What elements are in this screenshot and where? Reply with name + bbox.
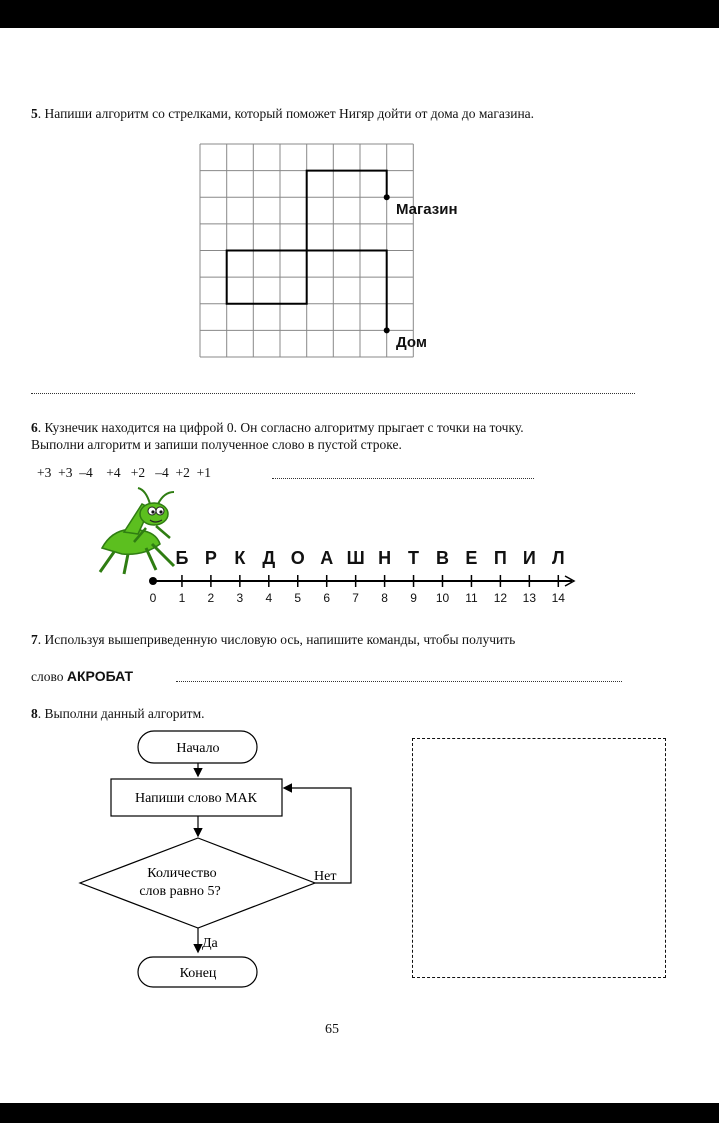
label-shop: Магазин [396, 201, 458, 218]
number-4: 4 [265, 591, 273, 605]
letter-1: Б [175, 548, 189, 568]
letters-row [0, 548, 719, 570]
letter-5: О [290, 548, 305, 568]
letter-10: В [436, 548, 449, 568]
answer-box-task8[interactable] [412, 738, 666, 978]
number-3: 3 [236, 591, 244, 605]
yes-label: Да [202, 936, 218, 951]
task7-heading: 7. Используя вышеприведенную числовую ось, напишите команды, чтобы получить [31, 632, 516, 647]
number-5: 5 [294, 591, 302, 605]
label-home: Дом [396, 334, 427, 351]
task5-heading: 5. Напиши алгоритм со стрелками, который поможет Нигяр дойти от дома до магазина. [31, 106, 535, 121]
number-0: 0 [149, 591, 157, 605]
number-9: 9 [410, 591, 417, 605]
flowchart [70, 725, 370, 995]
bottom-black-bar [0, 1103, 719, 1123]
number-11: 11 [465, 591, 478, 605]
number-2: 2 [207, 591, 215, 605]
number-6: 6 [323, 591, 331, 605]
number-8: 8 [381, 591, 388, 605]
steps-row: +3 +3 –4 +4 +2 –4 +2 +1 [37, 465, 211, 480]
letter-4: Д [262, 548, 276, 568]
letter-8: Н [378, 548, 392, 568]
numbers-row [0, 591, 719, 607]
target-word: АКРОБАТ [66, 668, 134, 684]
answer-line-task5[interactable] [31, 393, 635, 394]
decision-label-1: Количество [147, 866, 217, 881]
origin-point [149, 577, 157, 585]
task7-line2: слово АКРОБАТ [31, 668, 134, 684]
number-10: 10 [435, 591, 450, 605]
task6-heading: 6. Кузнечик находится на цифрой 0. Он согласно алгоритму прыгает с точки на точку. [31, 420, 524, 435]
no-label: Нет [314, 869, 337, 884]
letter-9: Т [408, 548, 420, 568]
letter-7: Ш [346, 548, 365, 568]
letter-14: Л [551, 548, 565, 568]
task6-heading-line2: Выполни алгоритм и запиши полученное слово в пустой строке. [31, 437, 402, 452]
answer-line-task7[interactable] [176, 681, 622, 682]
letter-12: П [493, 548, 507, 568]
shop-point [384, 194, 390, 200]
number-line [140, 570, 580, 592]
number-7: 7 [352, 591, 359, 605]
start-label: Начало [176, 741, 220, 756]
letter-2: Р [204, 548, 217, 568]
home-point [384, 327, 390, 333]
letter-6: А [320, 548, 334, 568]
page-number: 65 [325, 1022, 339, 1037]
letter-13: И [522, 548, 536, 568]
top-black-bar [0, 0, 719, 28]
letter-3: К [234, 548, 246, 568]
number-12: 12 [493, 591, 508, 605]
number-14: 14 [551, 591, 565, 605]
task8-heading: 8. Выполни данный алгоритм. [31, 706, 205, 721]
number-13: 13 [522, 591, 537, 605]
letter-11: Е [465, 548, 478, 568]
task5-grid-map [190, 135, 450, 365]
process-label: Напиши слово МАК [134, 791, 258, 806]
decision-diamond [80, 838, 315, 928]
end-label: Конец [179, 966, 217, 981]
number-1: 1 [178, 591, 186, 605]
answer-line-task6[interactable] [272, 478, 534, 479]
decision-label-2: слов равно 5? [139, 884, 221, 899]
